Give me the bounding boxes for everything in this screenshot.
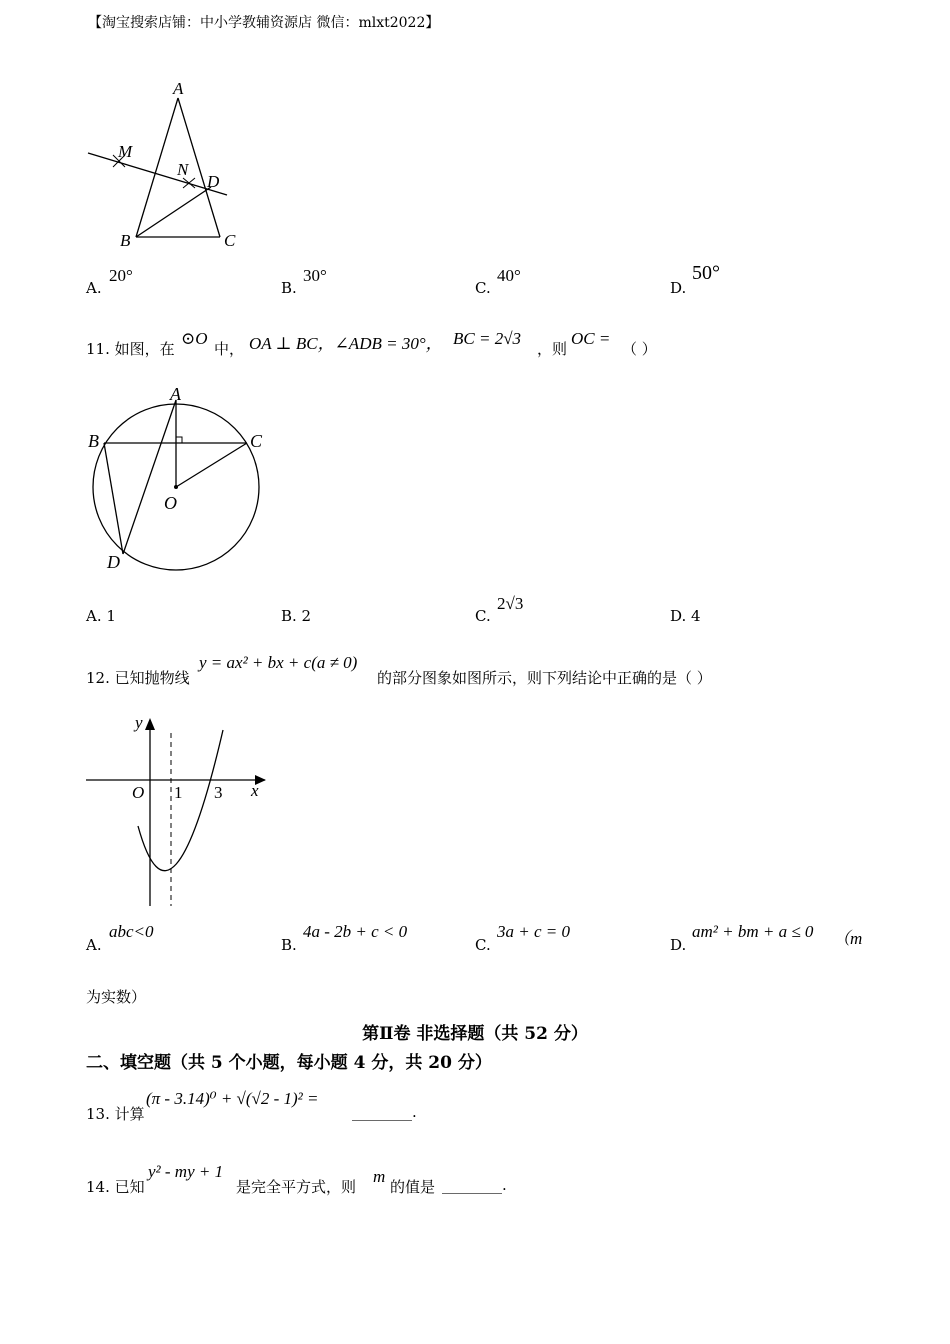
q12-formula: y = ax² + bx + c(a ≠ 0) bbox=[199, 653, 358, 672]
q11-label-a: A bbox=[170, 384, 181, 404]
q11-option-a: A. 1 bbox=[86, 607, 116, 625]
q11-label-o: O bbox=[164, 493, 177, 513]
q12-option-d-wrap: 为实数） bbox=[86, 988, 147, 1006]
q10-figure bbox=[80, 75, 250, 255]
q11-circle: ⊙O bbox=[181, 329, 208, 348]
q11-center-dot bbox=[174, 485, 178, 489]
q10-side-ab bbox=[136, 98, 178, 237]
q12-option-b-letter: B. bbox=[281, 936, 297, 954]
q11-paren: （ ） bbox=[622, 340, 657, 358]
q11-ask: OC = bbox=[571, 329, 611, 348]
q12-option-c-value: 3a + c = 0 bbox=[497, 922, 570, 941]
q11-option-c-letter: C. bbox=[475, 607, 491, 625]
q12-label-3: 3 bbox=[214, 783, 223, 802]
q10-segment-bd bbox=[136, 187, 211, 237]
q12-option-d-value: am² + bm + a ≤ 0 bbox=[692, 922, 814, 941]
q10-label-a: A bbox=[173, 79, 184, 98]
q12-option-a-value: abc<0 bbox=[109, 922, 154, 941]
q10-option-b-value: 30° bbox=[303, 266, 327, 285]
q10-option-d-letter: D. bbox=[670, 279, 687, 297]
q11-label-b: B bbox=[88, 431, 99, 451]
q10-label-c: C bbox=[224, 231, 236, 250]
section-subtitle: 二、填空题（共 5 个小题，每小题 4 分，共 20 分） bbox=[86, 1053, 492, 1073]
section-title: 第Ⅱ卷 非选择题（共 52 分） bbox=[362, 1024, 588, 1044]
q12-figure bbox=[80, 708, 280, 913]
q10-option-b-letter: B. bbox=[281, 279, 297, 297]
q11-condition-1: OA ⊥ BC，∠ADB = 30°， bbox=[249, 334, 443, 353]
q13-formula: (π - 3.14)⁰ + √(√2 - 1)² = bbox=[146, 1089, 319, 1108]
q11-option-b: B. 2 bbox=[281, 607, 312, 625]
q12-option-b-value: 4a - 2b + c < 0 bbox=[303, 922, 408, 941]
q14-answer-blank: ________. bbox=[442, 1176, 507, 1194]
q11-condition-2: BC = 2√3 bbox=[453, 329, 522, 348]
page-header: 【淘宝搜索店铺：中小学教辅资源店 微信：mlxt2022】 bbox=[88, 15, 440, 31]
q13-prefix: 13. 计算 bbox=[86, 1105, 145, 1123]
q10-option-a-value: 20° bbox=[109, 266, 133, 285]
q12-option-d-letter: D. bbox=[670, 936, 687, 954]
q14-formula: y² - my + 1 bbox=[148, 1162, 224, 1181]
q12-option-c-letter: C. bbox=[475, 936, 491, 954]
q11-label-c: C bbox=[250, 431, 263, 451]
q12-y-arrow bbox=[145, 718, 155, 730]
q12-label-x: x bbox=[251, 781, 259, 800]
q11-option-c-value: 2√3 bbox=[497, 594, 524, 613]
q12-label-1: 1 bbox=[174, 783, 183, 802]
q14-prefix: 14. 已知 bbox=[86, 1178, 145, 1196]
q11-right-angle-mark bbox=[176, 437, 182, 443]
q10-option-d-value: 50° bbox=[692, 262, 720, 284]
q11-chord-bd bbox=[104, 443, 123, 554]
q10-option-c-value: 40° bbox=[497, 266, 521, 285]
q10-label-m: M bbox=[118, 142, 133, 161]
q12-option-d-tail: （m bbox=[833, 929, 863, 948]
q12-suffix: 的部分图象如图所示，则下列结论中正确的是（ ） bbox=[377, 669, 712, 687]
q12-prefix: 12. 已知抛物线 bbox=[86, 669, 190, 687]
q11-prefix: 11. 如图，在 bbox=[86, 340, 175, 358]
q14-mid: 是完全平方式，则 bbox=[236, 1178, 357, 1196]
q12-label-o: O bbox=[132, 783, 145, 802]
q10-label-b: B bbox=[120, 231, 131, 250]
q11-radius-oc bbox=[176, 443, 247, 487]
q12-option-a-letter: A. bbox=[86, 936, 102, 954]
q10-label-d: D bbox=[207, 172, 220, 191]
q10-label-n: N bbox=[177, 160, 189, 179]
q10-option-a-letter: A. bbox=[86, 279, 102, 297]
q11-chord-ad bbox=[123, 400, 176, 554]
q12-label-y: y bbox=[135, 713, 143, 732]
q11-then: ，则 bbox=[537, 340, 568, 358]
q10-option-c-letter: C. bbox=[475, 279, 491, 297]
q11-label-d: D bbox=[107, 552, 120, 572]
q11-option-d: D. 4 bbox=[670, 607, 701, 625]
q11-figure bbox=[80, 380, 280, 580]
q14-suffix: 的值是 bbox=[390, 1178, 436, 1196]
q14-var: m bbox=[373, 1167, 386, 1186]
q13-answer-blank: ________. bbox=[352, 1103, 417, 1121]
q11-mid: 中， bbox=[214, 340, 245, 358]
